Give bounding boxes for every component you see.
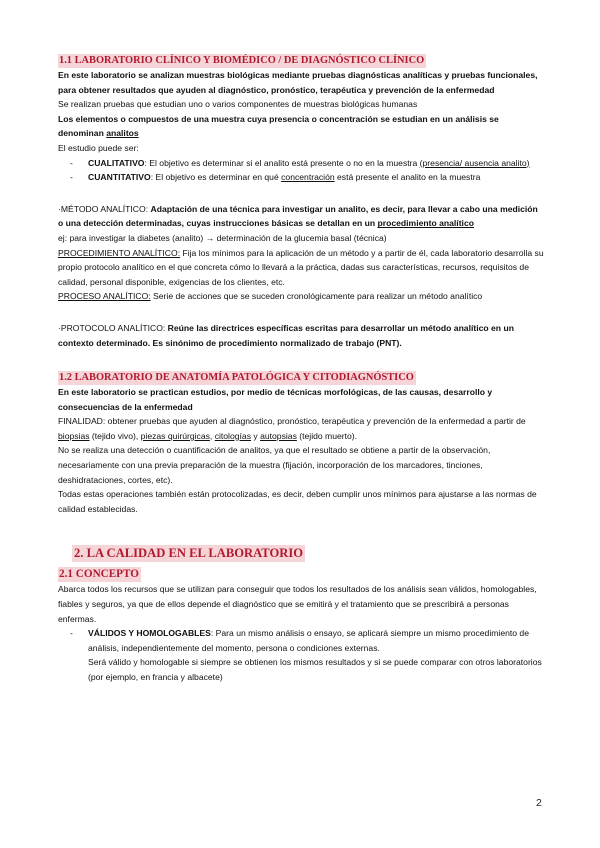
- document-page: [58, 50, 544, 685]
- finalidad-text: FINALIDAD: obtener pruebas que ayuden al diagnóstico, pronóstico, terapéutica y prevención de la enfermedad a partir de: [58, 416, 526, 427]
- cuantitativo-label: CUANTITATIVO: [88, 172, 151, 183]
- protocolo-label: ·PROTOCOLO ANALÍTICO:: [58, 322, 168, 333]
- metodo-label: ·MÉTODO ANALÍTICO:: [58, 203, 151, 214]
- study-types-intro: El estudio puede ser:: [58, 142, 139, 153]
- list-text: [88, 170, 544, 185]
- section-1-2-intro: En este laboratorio se practican estudios, por medio de técnicas morfológicas, de las causas, desarrollo y consecuencias de la enfermedad: [58, 387, 493, 412]
- validos-paragraph: [88, 626, 544, 655]
- protocolo-definition: Reúne las directrices específicas escritas para desarrollar un método analítico en un contexto determinado. Es sinónimo de procedimiento normalizado de trabajo (PNT).: [58, 322, 514, 348]
- finalidad-text-4: y: [251, 430, 261, 441]
- cualitativo-text: : El objetivo es determinar si el analito está presente o no en la muestra: [144, 157, 420, 168]
- list-text: [88, 626, 544, 684]
- section-2-1-heading: 2.1 CONCEPTO: [59, 568, 139, 581]
- analitos-term: analitos: [106, 128, 139, 139]
- section-2-1-paragraph: Abarca todos los recursos que se utilizan para conseguir que todos los resultados de los análisis sean válidos, homologables, fiables y seguros, ya que de ellos depende el diagnóstico que se emitirá y el tratamiento que se prescribirá a personas enfermas.: [58, 584, 537, 624]
- procedimiento-text: Fija los mínimos para la aplicación de un método y a partir de él, cada laboratorio desarrolla su propio protocolo analítico en el que concreta cómo lo llevará a la práctica, dadas sus características, recursos, requisitos de calidad, personal disponible, exigencias de los clientes, etc.: [58, 247, 544, 287]
- example-line: ej: para investigar la diabetes (analito) → determinación de la glucemia basal (técnica): [58, 232, 387, 243]
- concentracion-term: concentración: [281, 172, 335, 183]
- analitos-definition: [58, 112, 544, 141]
- proceso-analitico: [58, 289, 544, 304]
- procedimiento-term: procedimiento analítico: [377, 218, 474, 229]
- metodo-analitico: [58, 202, 544, 231]
- list-item-cuantitativo: [58, 170, 544, 185]
- proceso-text: Serie de acciones que se suceden cronológicamente para realizar un método analítico: [150, 291, 483, 302]
- procedimiento-label: PROCEDIMIENTO ANALÍTICO:: [58, 247, 181, 258]
- cuantitativo-text-end: está presente el analito en la muestra: [334, 172, 481, 183]
- validos-label: VÁLIDOS Y HOMOLOGABLES: [88, 628, 211, 639]
- validos-paragraph-2: Será válido y homologable si siempre se obtienen los mismos resultados y si se puede comparar con otros laboratorios (por ejemplo, en francia y albacete): [88, 657, 542, 682]
- section-1-1-heading: 1.1 LABORATORIO CLÍNICO Y BIOMÉDICO / DE DIAGNÓSTICO CLÍNICO: [59, 55, 425, 66]
- metodo-definition: Adaptación de una técnica para investigar un analito, es decir, para llevar a cabo una medición o una detección determinadas, cuyas instrucciones básicas se detallan en un: [58, 203, 538, 229]
- proceso-label: PROCESO ANALÍTICO:: [58, 291, 151, 302]
- section-1-1-paragraph: Se realizan pruebas que estudian uno o varios componentes de muestras biológicas humanas: [58, 99, 418, 110]
- citologias-term: citologías: [214, 430, 251, 441]
- section-1-2-paragraph-4: Todas estas operaciones también están protocolizadas, es decir, deben cumplir unos mínimos para ajustarse a las normas de calidad establecidas.: [58, 489, 537, 514]
- finalidad-text-3: ,: [209, 430, 215, 441]
- list-dash: -: [70, 628, 73, 639]
- list-text: [88, 156, 544, 171]
- list-item-validos: [58, 626, 544, 684]
- finalidad-paragraph: [58, 414, 544, 443]
- section-1-2-paragraph-3: No se realiza una detección o cuantificación de analitos, ya que el resultado se obtiene a partir de la observación, necesariamente con una previa preparación de la muestra (fijación, incorporación de los marcadores, tinciones, deshidrataciones, cortes, etc).: [58, 445, 491, 485]
- section-1-2-heading: 1.2 LABORATORIO DE ANATOMÍA PATOLÓGICA Y CITODIAGNÓSTICO: [59, 372, 414, 384]
- finalidad-text-5: (tejido muerto).: [296, 430, 358, 441]
- section-1-1-intro: En este laboratorio se analizan muestras biológicas mediante pruebas diagnósticas analíticas y pruebas funcionales, para obtener resultados que ayuden al diagnóstico, pronóstico, terapéutica y prevención de la enfermedad: [58, 70, 538, 95]
- page-number: 2: [536, 797, 542, 809]
- list-dash: -: [70, 157, 73, 168]
- list-item-cualitativo: [58, 156, 544, 171]
- biopsias-term: biopsias: [58, 430, 90, 441]
- protocolo-analitico: [58, 321, 544, 350]
- validos-text: : Para un mismo análisis o ensayo, se aplicará siempre un mismo procedimiento de análisis, independientemente del momento, persona o condiciones externas.: [88, 628, 529, 653]
- cualitativo-underlined: (presencia/ ausencia analito): [419, 157, 530, 168]
- finalidad-text-2: (tejido vivo),: [89, 430, 141, 441]
- autopsias-term: autopsias: [260, 430, 297, 441]
- analitos-definition-text: Los elementos o compuestos de una muestra cuya presencia o concentración se estudian en un análisis se denominan: [58, 113, 499, 139]
- list-dash: -: [70, 172, 73, 183]
- procedimiento-analitico: [58, 246, 544, 290]
- cuantitativo-text: : El objetivo es determinar en qué: [150, 172, 282, 183]
- piezas-term: piezas quirúrgicas: [140, 430, 210, 441]
- cualitativo-label: CUALITATIVO: [88, 157, 145, 168]
- section-2-heading: 2. LA CALIDAD EN EL LABORATORIO: [74, 546, 304, 561]
